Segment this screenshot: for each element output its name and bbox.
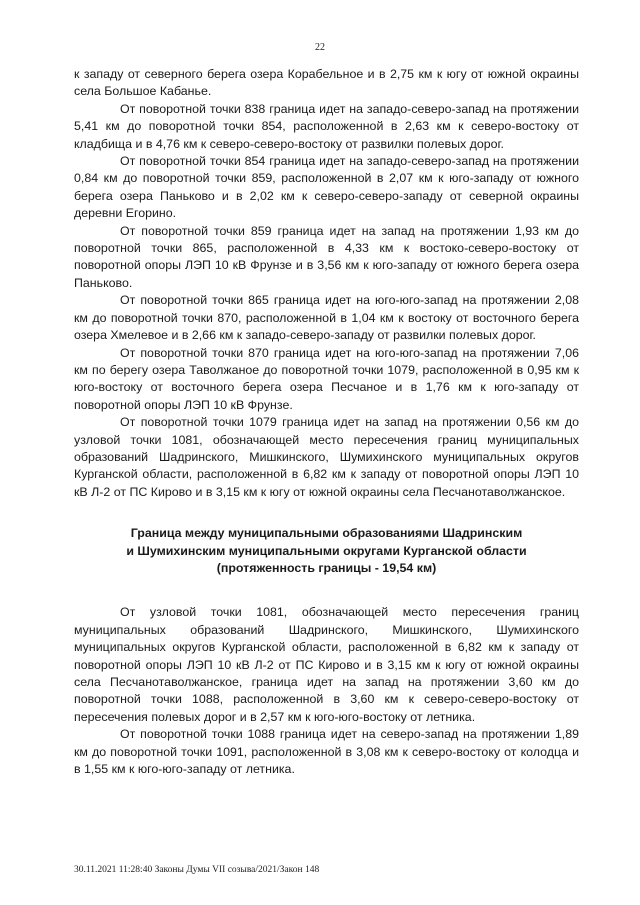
paragraph: От поворотной точки 859 граница идет на запад на протяжении 1,93 км до поворотной точки 865, расположенной в 4,33 км к востоко-северо-востоку от поворотной опоры ЛЭП 10 кВ Фрунзе и в 3,56 км к юго-западу от южного берега озера Паньково.: [74, 223, 579, 290]
paragraph-continuation: к западу от северного берега озера Корабельное и в 2,75 км к югу от южной окраины села Большое Кабанье.: [74, 67, 579, 99]
section-heading-length: (протяженность границы - 19,54 км): [216, 560, 437, 575]
section-heading-line: Граница между муниципальными образованиями Шадринским: [130, 526, 523, 541]
paragraph: От поворотной точки 865 граница идет на юго-юго-запад на протяжении 2,08 км до поворотной точки 870, расположенной в 1,04 км к востоку от восточного берега озера Хмелевое и в 2,66 км к западо-северо-западу от развилки полевых дорог.: [74, 293, 579, 343]
document-footer: 30.11.2021 11:28:40 Законы Думы VII созыва/2021/Закон 148: [74, 865, 320, 875]
section-heading-line: и Шумихинским муниципальными округами Курганской области: [126, 543, 527, 558]
document-body: [74, 66, 579, 778]
paragraph: От поворотной точки 1079 граница идет на запад на протяжении 0,56 км до узловой точки 1081, обозначающей место пересечения границ муниципальных образований Шадринского, Мишкинского, Шумихинского муниципальных округов Курганской области, расположенной в 6,82 км к западу от поворотной опоры ЛЭП 10 кВ Л-2 от ПС Кирово и в 3,15 км к югу от южной окраины села Песчанотаволжанское.: [74, 415, 579, 499]
paragraph: От поворотной точки 1088 граница идет на северо-запад на протяжении 1,89 км до поворотной точки 1091, расположенной в 3,08 км к северо-востоку от колодца и в 1,55 км к юго-юго-западу от летника.: [74, 727, 579, 777]
page-number: 22: [315, 42, 325, 53]
paragraph: От поворотной точки 838 граница идет на западо-северо-запад на протяжении 5,41 км до поворотной точки 854, расположенной в 2,63 км к северо-востоку от кладбища и в 4,76 км к северо-северо-востоку от развилки полевых дорог.: [74, 101, 579, 151]
paragraph: От поворотной точки 870 граница идет на юго-юго-запад на протяжении 7,06 км по берегу озера Таволжаное до поворотной точки 1079, расположенной в 0,95 км к юго-востоку от восточного берега озера Песчаное и в 1,76 км к юго-западу от поворотной опоры ЛЭП 10 кВ Фрунзе.: [74, 345, 579, 412]
section-heading: [74, 525, 579, 577]
paragraph: От узловой точки 1081, обозначающей место пересечения границ муниципальных образований Шадринского, Мишкинского, Шумихинского муниципальных округов Курганской области, расположенной в 6,82 км к западу от поворотной опоры ЛЭП 10 кВ Л-2 от ПС Кирово и в 3,15 км к югу от южной окраины села Песчанотаволжанское, граница идет на запад на протяжении 3,60 км до поворотной точки 1088, расположенной в 3,60 км к северо-северо-востоку от пересечения полевых дорог и в 2,57 км к юго-юго-востоку от летника.: [74, 605, 579, 724]
paragraph: От поворотной точки 854 граница идет на западо-северо-запад на протяжении 0,84 км до поворотной точки 859, расположенной в 2,07 км к юго-западу от южного берега озера Паньково и в 2,02 км к северо-северо-западу от северной окраины деревни Егорино.: [74, 154, 579, 221]
